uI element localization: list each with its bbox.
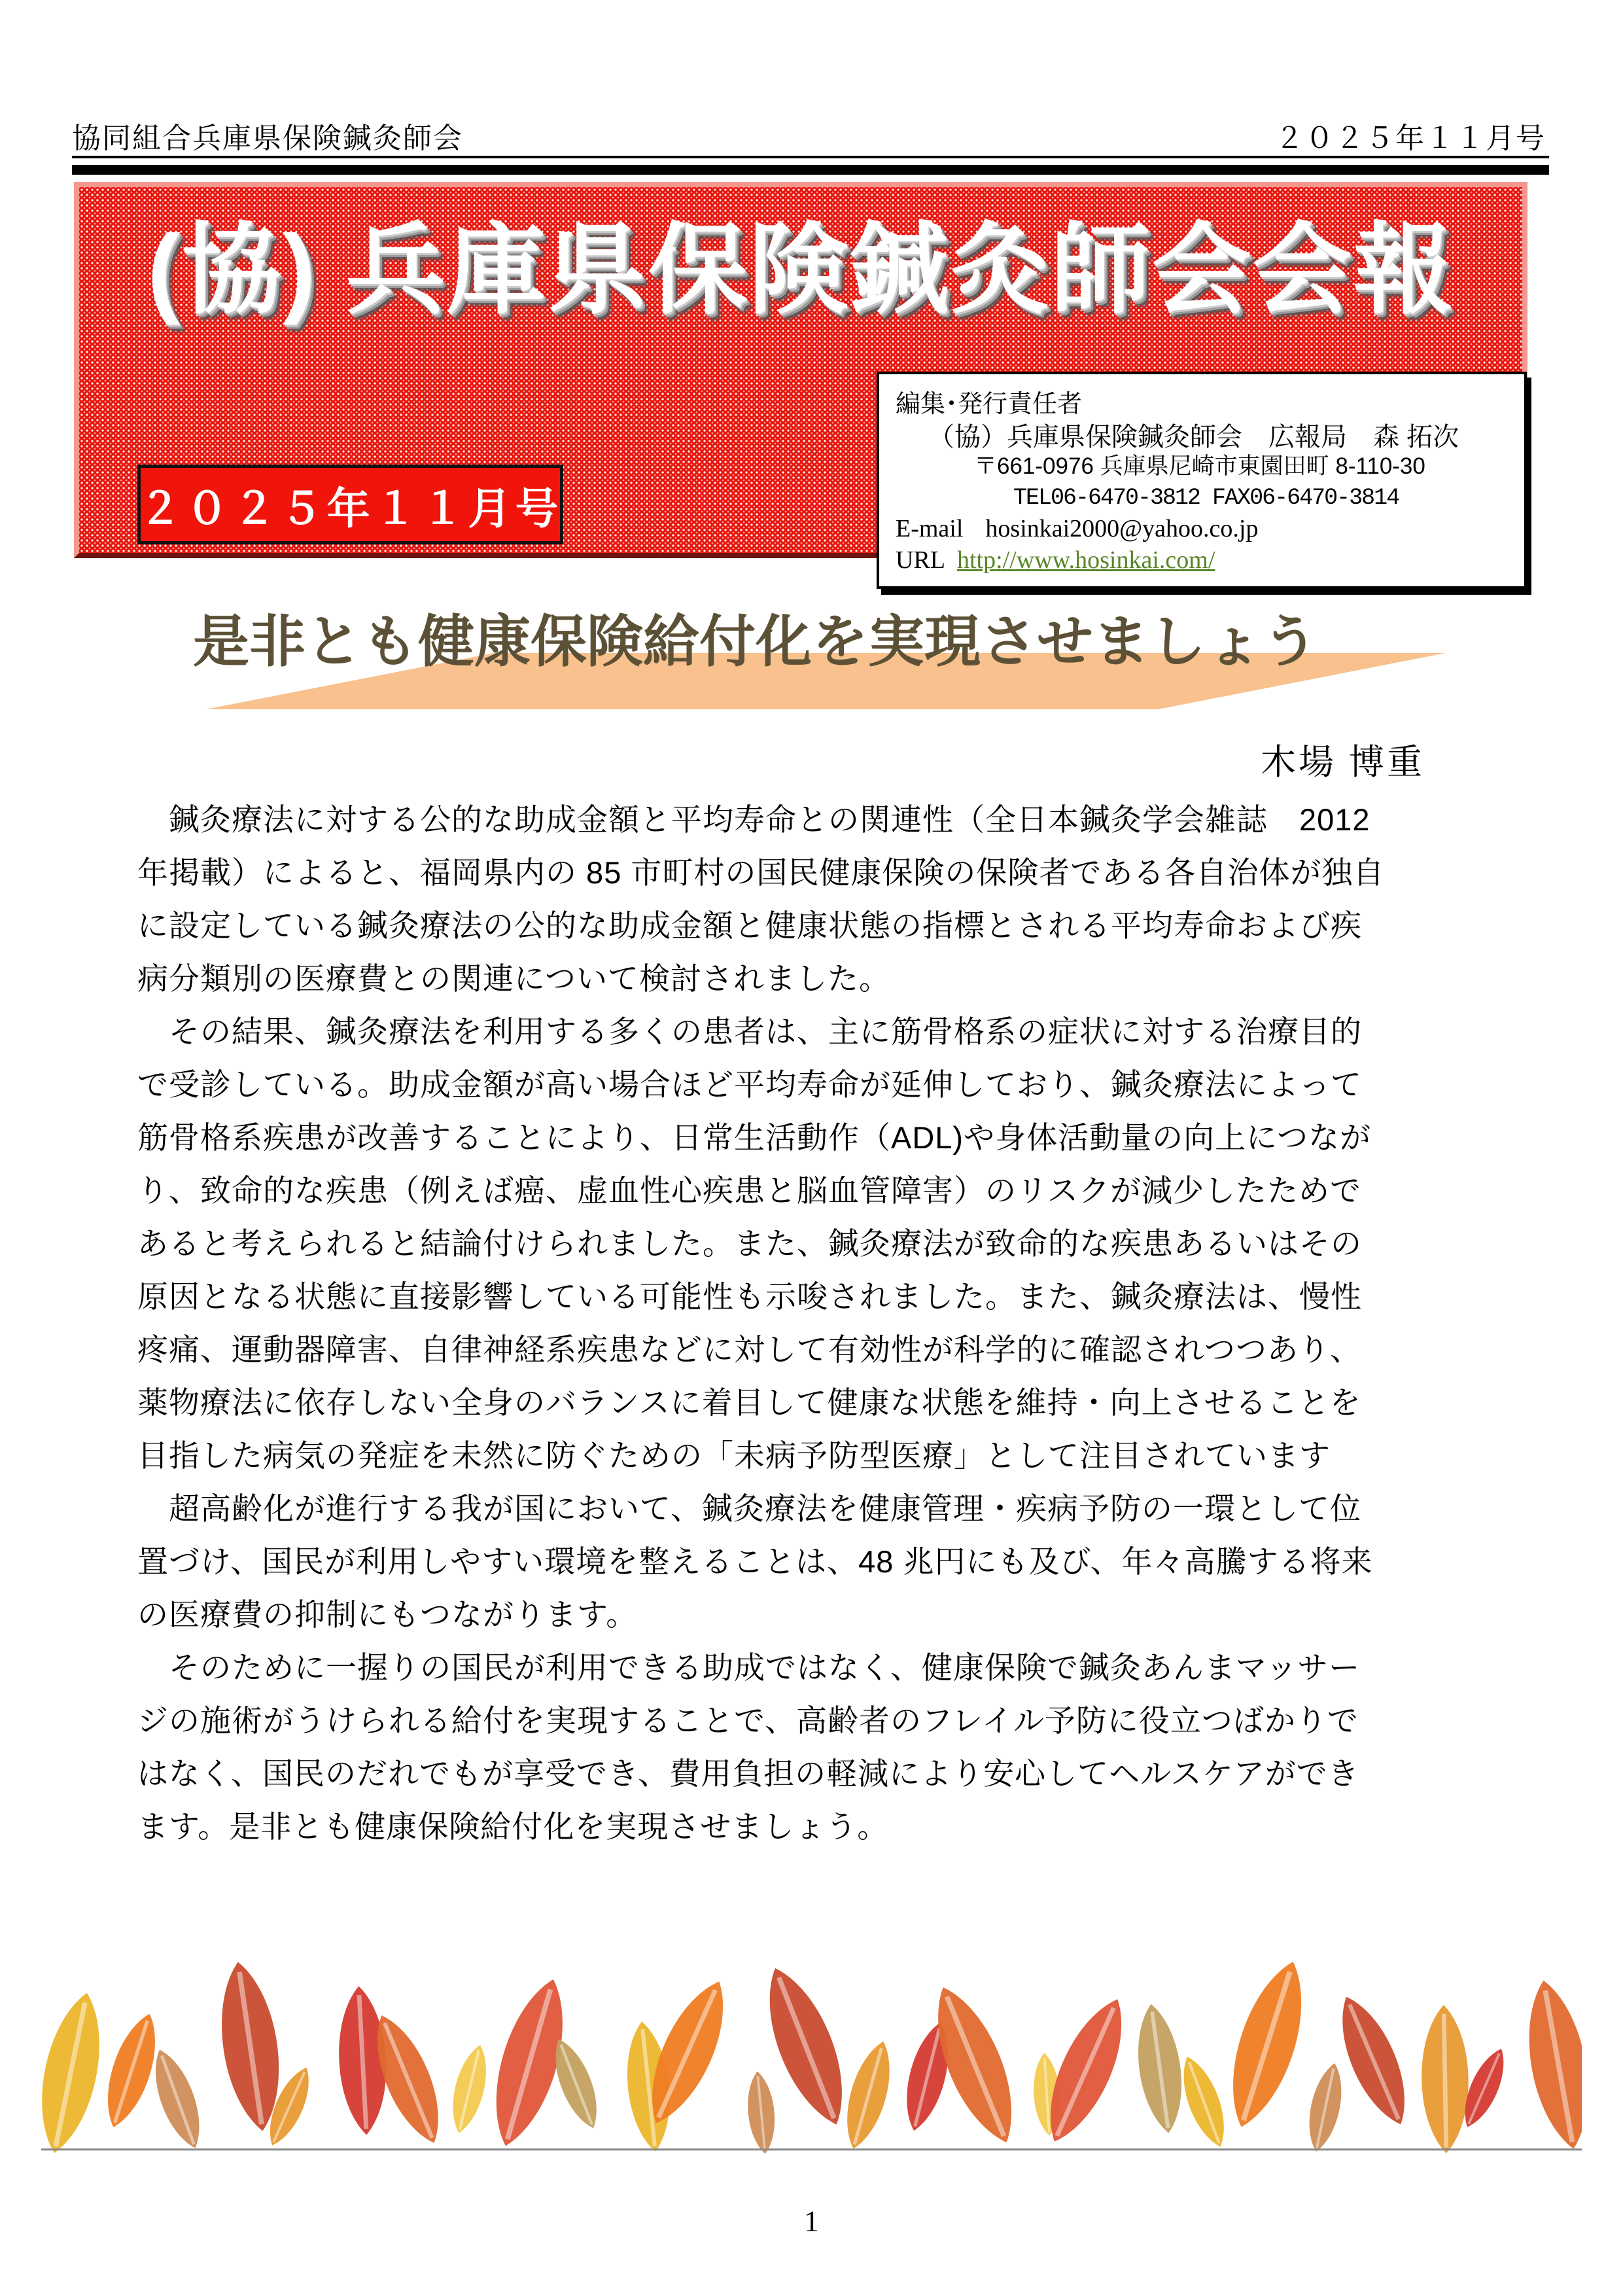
email-label: E-mail (896, 515, 964, 542)
publisher-address: 〒661-0976 兵庫県尼崎市東園田町 8-110-30 (974, 453, 1425, 479)
body-line: あると考えられると結論付けられました。また、鍼灸療法が致命的な疾患あるいはその (137, 1226, 1362, 1261)
autumn-leaves-decoration (41, 1960, 1582, 2176)
publisher-url-row (896, 547, 1215, 574)
masthead-title: (協) 兵庫県保険鍼灸師会会報 (147, 215, 1454, 326)
publisher-email-row (896, 516, 1258, 543)
leaf-shape (744, 2070, 778, 2155)
running-head-issue: ２０２５年１１月号 (1275, 122, 1546, 154)
header-underline (72, 156, 1549, 158)
issue-date-box (137, 465, 563, 544)
leaf-shape (1326, 1988, 1420, 2133)
body-line: 病分類別の医療費との関連について検討されました。 (137, 961, 891, 996)
body-line: 目指した病気の発症を未然に防ぐための「未病予防型医療」として注目されています (137, 1438, 1331, 1473)
issue-date-label: ２０２５年１１月号 (138, 484, 563, 533)
body-line: そのために一握りの国民が利用できる助成ではなく、健康保険で鍼灸あんまマッサー (137, 1650, 1361, 1685)
body-line: 疼痛、運動器障害、自律神経系疾患などに対して有効性が科学的に確認されつつあり、 (137, 1332, 1362, 1367)
url-label: URL (896, 546, 945, 574)
body-line: 超高齢化が進行する我が国において、鍼灸療法を健康管理・疾病予防の一環として位 (137, 1491, 1362, 1526)
body-line: で受診している。助成金額が高い場合ほど平均寿命が延伸しており、鍼灸療法によって (137, 1067, 1362, 1102)
body-line: に設定している鍼灸療法の公的な助成金額と健康状態の指標とされる平均寿命および疾 (137, 908, 1362, 943)
body-line: ます。是非とも健康保険給付化を実現させましょう。 (137, 1809, 889, 1844)
leaf-shape (1173, 2051, 1234, 2151)
leaf-shape (41, 1988, 112, 2158)
leaf-shape (1517, 1976, 1582, 2154)
leaf-shape (1302, 2060, 1349, 2155)
leaf-shape (445, 2041, 494, 2136)
leaf-shape (1130, 2002, 1189, 2136)
body-line: その結果、鍼灸療法を利用する多くの患者は、主に筋骨格系の症状に対する治療目的 (137, 1014, 1362, 1049)
body-line: 年掲載）によると、福岡県内の 85 市町村の国民健康保険の保険者である各自治体が独自 (137, 855, 1385, 890)
website-link[interactable]: http://www.hosinkai.com/ (957, 546, 1215, 574)
publisher-organization: （協）兵庫県保険鍼灸師会 広報局 森 拓次 (928, 423, 1459, 451)
article-body (137, 793, 1518, 1853)
body-line: 筋骨格系疾患が改善することにより、日常生活動作（ADL)や身体活動量の向上につなが (137, 1120, 1372, 1155)
body-line: はなく、国民のだれでもが享受でき、費用負担の軽減により安心してヘルスケアができ (137, 1756, 1359, 1791)
publisher-role-label: 編集･発行責任者 (896, 391, 1083, 418)
article-author: 木場 博重 (1261, 743, 1425, 782)
leaf-shape (1215, 1960, 1319, 2135)
body-line: 原因となる状態に直接影響している可能性も示唆されました。また、鍼灸療法は、慢性 (137, 1279, 1362, 1314)
body-line: り、致命的な疾患（例えば癌、虚血性心疾患と脳血管障害）のリスクが減少したためで (137, 1173, 1362, 1208)
page-number: 1 (804, 2204, 819, 2238)
leaf-shape (1420, 2004, 1469, 2153)
running-head-organization: 協同組合兵庫県保険鍼灸師会 (72, 122, 463, 154)
article-headline: 是非とも健康保険給付化を実現させましょう (193, 610, 1318, 673)
leaf-shape (837, 2037, 900, 2153)
publisher-tel-fax: TEL06-6470-3812 FAX06-6470-3814 (1013, 485, 1399, 511)
body-line: の医療費の抑制にもつながります。 (137, 1597, 638, 1632)
publisher-info-box (877, 372, 1527, 589)
email-address: hosinkai2000@yahoo.co.jp (985, 515, 1259, 542)
body-line: ジの施術がうけられる給付を実現することで、高齢者のフレイル予防に役立つばかりで (137, 1703, 1359, 1738)
body-line: 薬物療法に依存しない全身のバランスに着目して健康な状態を維持・向上させることを (137, 1385, 1361, 1420)
header-thick-rule (72, 165, 1549, 175)
body-line: 置づけ、国民が利用しやすい環境を整えることは、48 兆円にも及び、年々高騰する将来 (137, 1544, 1373, 1579)
leaf-shape (144, 2044, 211, 2154)
body-line: 鍼灸療法に対する公的な助成金額と平均寿命との関連性（全日本鍼灸学会雑誌 2012 (137, 802, 1370, 837)
